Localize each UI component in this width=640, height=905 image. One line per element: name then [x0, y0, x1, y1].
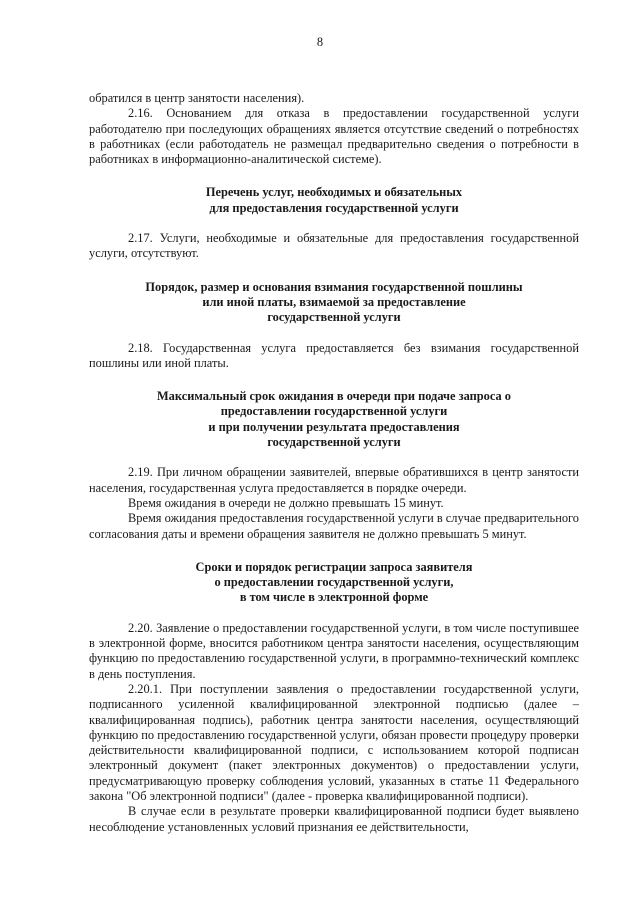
- paragraph-2-16: 2.16. Основанием для отказа в предоставлении государственной услуги работодателю при последующих обращениях является отсутствие сведений о потребностях в работниках (если работодатель не размещал предварительно сведения о потребности в работниках в информационно-аналитической системе).: [89, 106, 579, 167]
- paragraph-2-20-1: 2.20.1. При поступлении заявления о предоставлении государственной услуги, подписанного усиленной квалифицированной электронной подписью (далее – квалифицированная подпись), работник центра занятости населения, осуществляющий функцию по предоставлению государственной услуги, обязан провести процедуру проверки действительности квалифицированной подписи, с использованием которой подписан электронный документ (пакет электронных документов) о предоставлении услуги, предусматривающую проверку соблюдения условий, указанных в статье 11 Федерального закона "Об электронной подписи" (далее - проверка квалифицированной подписи).: [89, 681, 579, 803]
- heading-line: государственной услуги: [267, 435, 401, 450]
- heading-services-list: [89, 185, 579, 216]
- paragraph-2-19-wait: Время ожидания в очереди не должно превышать 15 минут.: [128, 495, 444, 510]
- paragraph-2-20: 2.20. Заявление о предоставлении государственной услуги, в том числе поступившее в электронной форме, вносится работником центра занятости населения, осуществляющим функцию по предоставлению государственной услуги, в программно-технический комплекс в день поступления.: [89, 620, 579, 681]
- paragraph-2-19-appointment: Время ожидания предоставления государственной услуги в случае предварительного согласования даты и времени обращения заявителя не должно превышать 5 минут.: [89, 511, 579, 541]
- heading-line: Перечень услуг, необходимых и обязательных: [205, 185, 463, 200]
- paragraph-signature-check: В случае если в результате проверки квалифицированной подписи будет выявлено несоблюдение установленных условий признания ее действительности,: [89, 804, 579, 834]
- heading-line: в том числе в электронной форме: [239, 590, 429, 605]
- heading-line: государственной услуги: [267, 310, 401, 325]
- paragraph-2-19: 2.19. При личном обращении заявителей, впервые обратившихся в центр занятости населения, государственная услуга предоставляется в порядке очереди.: [89, 465, 579, 495]
- heading-line: и при получении результата предоставления: [208, 419, 460, 434]
- paragraph-2-18: 2.18. Государственная услуга предоставляется без взимания государственной пошлины или иной платы.: [89, 340, 579, 370]
- page-number: 8: [316, 35, 324, 49]
- heading-registration: [89, 560, 579, 606]
- heading-line: о предоставлении государственной услуги,: [214, 575, 454, 590]
- paragraph-continuation: обратился в центр занятости населения).: [89, 91, 305, 105]
- paragraph-2-17: 2.17. Услуги, необходимые и обязательные для предоставления государственной услуги, отсутствуют.: [89, 231, 579, 261]
- heading-line: Сроки и порядок регистрации запроса заявителя: [195, 559, 473, 574]
- heading-line: Максимальный срок ожидания в очереди при подаче запроса о: [156, 389, 511, 404]
- document-body: [89, 91, 579, 835]
- heading-line: Порядок, размер и основания взимания государственной пошлины: [145, 279, 523, 294]
- heading-line: или иной платы, взимаемой за предоставление: [202, 294, 466, 309]
- heading-queue-time: [89, 389, 579, 450]
- heading-line: предоставлении государственной услуги: [220, 404, 448, 419]
- heading-line: для предоставления государственной услуги: [209, 200, 459, 215]
- heading-fee-procedure: [89, 280, 579, 326]
